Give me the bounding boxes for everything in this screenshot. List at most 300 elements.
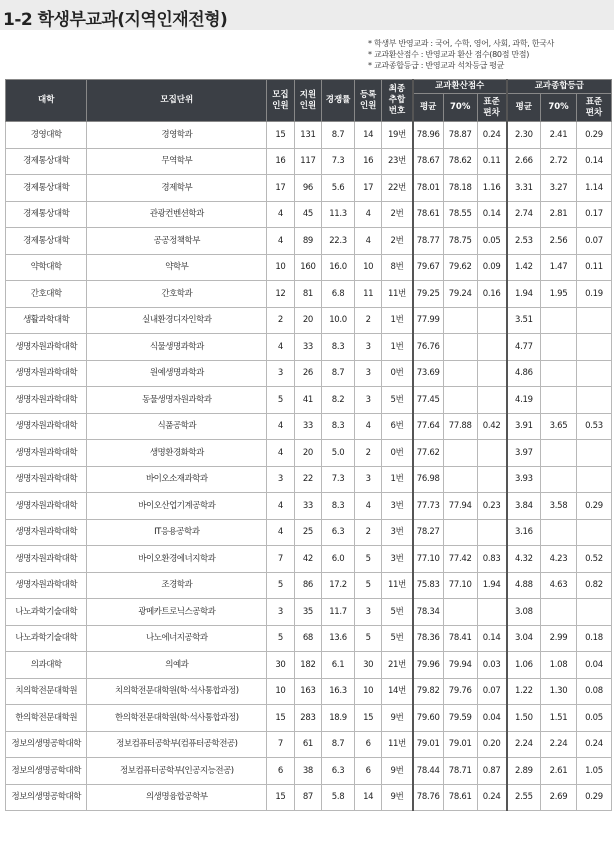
cell-apply: 61: [294, 731, 321, 758]
cell-enroll: 3: [354, 360, 381, 387]
cell-unit: 간호학과: [87, 281, 267, 308]
table-row: [6, 148, 612, 175]
cell-score-sd: [477, 599, 507, 626]
cell-grade-avg: 1.06: [507, 652, 541, 679]
cell-score-sd: 0.14: [477, 625, 507, 652]
cell-enroll: 11: [354, 281, 381, 308]
cell-grade-70: 1.95: [541, 281, 577, 308]
cell-score-sd: 0.05: [477, 228, 507, 255]
cell-ratio: 10.0: [322, 307, 355, 334]
cell-score-sd: 0.24: [477, 122, 507, 149]
cell-score-avg: 77.99: [413, 307, 444, 334]
cell-college: 나노과학기술대학: [6, 625, 87, 652]
header-college: 대학: [6, 80, 87, 122]
table-body: [6, 122, 612, 811]
cell-final: 6번: [382, 413, 413, 440]
cell-ratio: 22.3: [322, 228, 355, 255]
cell-enroll: 3: [354, 334, 381, 361]
cell-enroll: 17: [354, 175, 381, 202]
cell-enroll: 14: [354, 122, 381, 149]
cell-ratio: 6.8: [322, 281, 355, 308]
cell-score-sd: [477, 440, 507, 467]
cell-final: 5번: [382, 599, 413, 626]
cell-ratio: 5.6: [322, 175, 355, 202]
cell-grade-70: 1.51: [541, 705, 577, 732]
note-grade: * 교과종합등급 : 반영교과 석차등급 평균: [368, 61, 505, 70]
cell-grade-sd: 0.04: [576, 652, 611, 679]
cell-score-avg: 78.61: [413, 201, 444, 228]
cell-grade-avg: 3.16: [507, 519, 541, 546]
cell-grade-avg: 3.97: [507, 440, 541, 467]
header-grade-group: 교과종합등급: [507, 80, 612, 94]
cell-score-70: [443, 307, 477, 334]
cell-final: 5번: [382, 625, 413, 652]
cell-grade-avg: 2.74: [507, 201, 541, 228]
cell-score-avg: 77.64: [413, 413, 444, 440]
cell-score-avg: 78.77: [413, 228, 444, 255]
cell-final: 9번: [382, 784, 413, 811]
cell-score-sd: 0.87: [477, 758, 507, 785]
cell-grade-avg: 1.50: [507, 705, 541, 732]
cell-grade-70: 1.30: [541, 678, 577, 705]
cell-enroll: 2: [354, 307, 381, 334]
cell-recruit: 7: [267, 731, 294, 758]
cell-score-avg: 78.96: [413, 122, 444, 149]
cell-grade-70: [541, 440, 577, 467]
cell-score-70: [443, 334, 477, 361]
cell-college: 생활과학대학: [6, 307, 87, 334]
cell-grade-avg: 3.31: [507, 175, 541, 202]
cell-score-70: 78.75: [443, 228, 477, 255]
cell-recruit: 17: [267, 175, 294, 202]
table-row: [6, 175, 612, 202]
cell-score-avg: 79.60: [413, 705, 444, 732]
table-row: [6, 758, 612, 785]
cell-score-avg: 78.27: [413, 519, 444, 546]
cell-grade-70: [541, 307, 577, 334]
cell-ratio: 6.0: [322, 546, 355, 573]
cell-score-70: 78.61: [443, 784, 477, 811]
cell-apply: 131: [294, 122, 321, 149]
cell-score-avg: 77.73: [413, 493, 444, 520]
cell-unit: 경영학과: [87, 122, 267, 149]
cell-score-70: 78.41: [443, 625, 477, 652]
cell-college: 나노과학기술대학: [6, 599, 87, 626]
cell-score-avg: 78.36: [413, 625, 444, 652]
cell-grade-70: 4.63: [541, 572, 577, 599]
table-row: [6, 440, 612, 467]
cell-ratio: 8.7: [322, 731, 355, 758]
cell-college: 경제통상대학: [6, 201, 87, 228]
cell-grade-70: [541, 387, 577, 414]
cell-college: 경제통상대학: [6, 175, 87, 202]
cell-score-sd: 0.03: [477, 652, 507, 679]
cell-apply: 33: [294, 413, 321, 440]
cell-grade-sd: 0.08: [576, 678, 611, 705]
table-row: [6, 546, 612, 573]
table-row: [6, 731, 612, 758]
cell-apply: 45: [294, 201, 321, 228]
cell-college: 경영대학: [6, 122, 87, 149]
cell-score-70: [443, 440, 477, 467]
cell-apply: 86: [294, 572, 321, 599]
table-row: [6, 387, 612, 414]
cell-final: 3번: [382, 519, 413, 546]
cell-enroll: 10: [354, 678, 381, 705]
cell-score-70: [443, 360, 477, 387]
cell-apply: 41: [294, 387, 321, 414]
cell-score-sd: 0.14: [477, 201, 507, 228]
cell-enroll: 3: [354, 387, 381, 414]
cell-recruit: 4: [267, 493, 294, 520]
cell-college: 간호대학: [6, 281, 87, 308]
page-title: 1-2 학생부교과(지역인재전형): [0, 0, 614, 30]
cell-apply: 33: [294, 493, 321, 520]
cell-final: 3번: [382, 546, 413, 573]
cell-apply: 22: [294, 466, 321, 493]
cell-enroll: 6: [354, 731, 381, 758]
cell-score-70: [443, 466, 477, 493]
cell-score-sd: 0.83: [477, 546, 507, 573]
cell-grade-70: 2.81: [541, 201, 577, 228]
cell-college: 경제통상대학: [6, 148, 87, 175]
cell-grade-avg: 2.30: [507, 122, 541, 149]
cell-final: 9번: [382, 758, 413, 785]
header-final: 최종 추합 번호: [382, 80, 413, 122]
cell-grade-70: [541, 466, 577, 493]
cell-score-avg: 76.76: [413, 334, 444, 361]
cell-unit: 의생명융합공학부: [87, 784, 267, 811]
cell-recruit: 15: [267, 122, 294, 149]
cell-college: 경제통상대학: [6, 228, 87, 255]
cell-college: 생명자원과학대학: [6, 360, 87, 387]
cell-ratio: 8.2: [322, 387, 355, 414]
cell-score-avg: 77.62: [413, 440, 444, 467]
cell-ratio: 6.3: [322, 519, 355, 546]
cell-final: 3번: [382, 493, 413, 520]
cell-recruit: 6: [267, 758, 294, 785]
cell-score-avg: 79.67: [413, 254, 444, 281]
cell-score-sd: [477, 387, 507, 414]
cell-unit: 실내환경디자인학과: [87, 307, 267, 334]
header-apply: 지원 인원: [294, 80, 321, 122]
cell-college: 정보의생명공학대학: [6, 758, 87, 785]
cell-grade-avg: 2.89: [507, 758, 541, 785]
cell-score-70: 79.59: [443, 705, 477, 732]
cell-recruit: 3: [267, 466, 294, 493]
cell-apply: 68: [294, 625, 321, 652]
cell-score-sd: 1.94: [477, 572, 507, 599]
cell-score-70: 77.42: [443, 546, 477, 573]
cell-apply: 33: [294, 334, 321, 361]
cell-recruit: 12: [267, 281, 294, 308]
cell-ratio: 5.8: [322, 784, 355, 811]
header-grade-avg: 평균: [507, 94, 541, 122]
cell-grade-avg: 2.24: [507, 731, 541, 758]
cell-final: 19번: [382, 122, 413, 149]
cell-grade-70: 2.69: [541, 784, 577, 811]
cell-recruit: 4: [267, 334, 294, 361]
cell-grade-sd: 0.11: [576, 254, 611, 281]
cell-enroll: 4: [354, 413, 381, 440]
cell-recruit: 3: [267, 360, 294, 387]
cell-score-avg: 78.44: [413, 758, 444, 785]
cell-grade-sd: 0.29: [576, 493, 611, 520]
cell-grade-sd: 0.17: [576, 201, 611, 228]
cell-grade-avg: 3.93: [507, 466, 541, 493]
cell-ratio: 17.2: [322, 572, 355, 599]
cell-score-sd: 0.23: [477, 493, 507, 520]
cell-score-avg: 79.96: [413, 652, 444, 679]
cell-grade-avg: 3.04: [507, 625, 541, 652]
cell-apply: 96: [294, 175, 321, 202]
note-score: * 교과환산점수 : 반영교과 환산 점수(80점 만점): [368, 50, 530, 59]
cell-score-avg: 73.69: [413, 360, 444, 387]
cell-score-avg: 75.83: [413, 572, 444, 599]
cell-apply: 182: [294, 652, 321, 679]
cell-college: 생명자원과학대학: [6, 546, 87, 573]
cell-ratio: 6.1: [322, 652, 355, 679]
header-enroll: 등록 인원: [354, 80, 381, 122]
cell-unit: 공공정책학부: [87, 228, 267, 255]
cell-college: 의과대학: [6, 652, 87, 679]
cell-apply: 87: [294, 784, 321, 811]
cell-grade-70: [541, 360, 577, 387]
cell-grade-sd: 0.29: [576, 784, 611, 811]
cell-final: 22번: [382, 175, 413, 202]
table-row: [6, 784, 612, 811]
cell-grade-avg: 3.51: [507, 307, 541, 334]
cell-grade-avg: 1.94: [507, 281, 541, 308]
cell-score-70: 78.18: [443, 175, 477, 202]
cell-apply: 25: [294, 519, 321, 546]
cell-enroll: 3: [354, 599, 381, 626]
cell-unit: 바이오소재과학과: [87, 466, 267, 493]
cell-score-sd: [477, 334, 507, 361]
cell-recruit: 4: [267, 228, 294, 255]
cell-grade-avg: 3.08: [507, 599, 541, 626]
cell-grade-avg: 4.88: [507, 572, 541, 599]
cell-grade-sd: [576, 519, 611, 546]
cell-apply: 42: [294, 546, 321, 573]
cell-unit: 원예생명과학과: [87, 360, 267, 387]
cell-grade-avg: 2.55: [507, 784, 541, 811]
cell-unit: 무역학부: [87, 148, 267, 175]
cell-score-70: 79.24: [443, 281, 477, 308]
cell-score-avg: 78.34: [413, 599, 444, 626]
cell-ratio: 18.9: [322, 705, 355, 732]
cell-college: 생명자원과학대학: [6, 493, 87, 520]
cell-apply: 89: [294, 228, 321, 255]
cell-grade-avg: 3.84: [507, 493, 541, 520]
cell-score-sd: 0.16: [477, 281, 507, 308]
header-score-70: 70%: [443, 94, 477, 122]
cell-ratio: 7.3: [322, 466, 355, 493]
header-ratio: 경쟁률: [322, 80, 355, 122]
cell-recruit: 15: [267, 784, 294, 811]
cell-recruit: 3: [267, 599, 294, 626]
cell-enroll: 6: [354, 758, 381, 785]
cell-final: 8번: [382, 254, 413, 281]
cell-grade-sd: 1.14: [576, 175, 611, 202]
table-row: [6, 466, 612, 493]
cell-recruit: 4: [267, 201, 294, 228]
cell-grade-sd: 0.07: [576, 228, 611, 255]
cell-ratio: 6.3: [322, 758, 355, 785]
cell-grade-sd: [576, 334, 611, 361]
cell-grade-avg: 4.77: [507, 334, 541, 361]
cell-final: 2번: [382, 201, 413, 228]
table-row: [6, 493, 612, 520]
cell-college: 한의학전문대학원: [6, 705, 87, 732]
cell-final: 9번: [382, 705, 413, 732]
cell-college: 생명자원과학대학: [6, 572, 87, 599]
cell-unit: 나노에너지공학과: [87, 625, 267, 652]
cell-grade-70: 3.27: [541, 175, 577, 202]
cell-final: 21번: [382, 652, 413, 679]
cell-score-70: 79.01: [443, 731, 477, 758]
cell-score-sd: 0.07: [477, 678, 507, 705]
cell-grade-sd: [576, 307, 611, 334]
cell-college: 생명자원과학대학: [6, 334, 87, 361]
cell-recruit: 4: [267, 413, 294, 440]
table-row: [6, 307, 612, 334]
cell-apply: 81: [294, 281, 321, 308]
cell-college: 생명자원과학대학: [6, 413, 87, 440]
cell-enroll: 2: [354, 440, 381, 467]
cell-score-sd: 0.42: [477, 413, 507, 440]
cell-score-sd: [477, 466, 507, 493]
cell-grade-70: 4.23: [541, 546, 577, 573]
cell-unit: 바이오환경에너지학과: [87, 546, 267, 573]
cell-ratio: 8.3: [322, 413, 355, 440]
header-score-sd: 표준 편차: [477, 94, 507, 122]
cell-score-70: 77.94: [443, 493, 477, 520]
cell-score-avg: 79.01: [413, 731, 444, 758]
cell-score-70: 78.62: [443, 148, 477, 175]
cell-score-70: 79.62: [443, 254, 477, 281]
cell-grade-70: [541, 519, 577, 546]
cell-recruit: 5: [267, 387, 294, 414]
cell-grade-sd: 0.82: [576, 572, 611, 599]
cell-final: 1번: [382, 334, 413, 361]
cell-grade-sd: [576, 387, 611, 414]
table-row: [6, 413, 612, 440]
cell-enroll: 30: [354, 652, 381, 679]
cell-score-sd: 0.20: [477, 731, 507, 758]
table-row: [6, 281, 612, 308]
cell-score-sd: [477, 307, 507, 334]
cell-score-sd: 0.24: [477, 784, 507, 811]
cell-score-avg: 76.98: [413, 466, 444, 493]
cell-unit: 관광컨벤션학과: [87, 201, 267, 228]
header-grade-sd: 표준 편차: [576, 94, 611, 122]
cell-unit: 바이오산업기계공학과: [87, 493, 267, 520]
cell-ratio: 8.7: [322, 122, 355, 149]
cell-apply: 160: [294, 254, 321, 281]
cell-enroll: 5: [354, 625, 381, 652]
cell-score-70: 77.88: [443, 413, 477, 440]
cell-final: 2번: [382, 228, 413, 255]
cell-final: 11번: [382, 281, 413, 308]
cell-grade-70: 2.72: [541, 148, 577, 175]
cell-grade-70: 3.58: [541, 493, 577, 520]
cell-enroll: 2: [354, 519, 381, 546]
cell-score-70: [443, 519, 477, 546]
cell-score-70: 78.71: [443, 758, 477, 785]
cell-ratio: 11.3: [322, 201, 355, 228]
table-row: [6, 228, 612, 255]
cell-grade-sd: [576, 599, 611, 626]
cell-ratio: 8.3: [322, 334, 355, 361]
cell-enroll: 15: [354, 705, 381, 732]
cell-grade-70: 1.08: [541, 652, 577, 679]
table-row: [6, 519, 612, 546]
cell-grade-sd: 0.05: [576, 705, 611, 732]
cell-score-70: [443, 599, 477, 626]
cell-ratio: 8.7: [322, 360, 355, 387]
cell-enroll: 4: [354, 493, 381, 520]
cell-grade-sd: 0.53: [576, 413, 611, 440]
cell-college: 치의학전문대학원: [6, 678, 87, 705]
cell-grade-70: 2.99: [541, 625, 577, 652]
cell-recruit: 5: [267, 625, 294, 652]
cell-score-avg: 77.45: [413, 387, 444, 414]
cell-score-70: [443, 387, 477, 414]
cell-apply: 35: [294, 599, 321, 626]
cell-grade-sd: 0.14: [576, 148, 611, 175]
cell-enroll: 5: [354, 572, 381, 599]
cell-unit: 정보컴퓨터공학부(인공지능전공): [87, 758, 267, 785]
cell-grade-70: [541, 599, 577, 626]
table-row: [6, 254, 612, 281]
cell-final: 1번: [382, 466, 413, 493]
cell-apply: 38: [294, 758, 321, 785]
cell-college: 생명자원과학대학: [6, 440, 87, 467]
cell-unit: 광메카트로닉스공학과: [87, 599, 267, 626]
table-row: [6, 705, 612, 732]
cell-recruit: 4: [267, 440, 294, 467]
cell-recruit: 15: [267, 705, 294, 732]
cell-grade-avg: 4.19: [507, 387, 541, 414]
cell-grade-avg: 4.32: [507, 546, 541, 573]
cell-score-sd: 1.16: [477, 175, 507, 202]
cell-grade-avg: 4.86: [507, 360, 541, 387]
cell-final: 1번: [382, 307, 413, 334]
cell-college: 생명자원과학대학: [6, 519, 87, 546]
cell-score-avg: 79.82: [413, 678, 444, 705]
table-row: [6, 360, 612, 387]
cell-grade-sd: 0.52: [576, 546, 611, 573]
table-row: [6, 572, 612, 599]
cell-enroll: 10: [354, 254, 381, 281]
cell-grade-70: 2.24: [541, 731, 577, 758]
cell-enroll: 14: [354, 784, 381, 811]
cell-college: 생명자원과학대학: [6, 387, 87, 414]
table-row: [6, 599, 612, 626]
cell-unit: 경제학부: [87, 175, 267, 202]
cell-unit: 한의학전문대학원(학·석사통합과정): [87, 705, 267, 732]
cell-ratio: 5.0: [322, 440, 355, 467]
cell-unit: 치의학전문대학원(학·석사통합과정): [87, 678, 267, 705]
cell-grade-sd: 0.24: [576, 731, 611, 758]
table-row: [6, 625, 612, 652]
cell-apply: 283: [294, 705, 321, 732]
cell-unit: 식물생명과학과: [87, 334, 267, 361]
cell-score-sd: 0.09: [477, 254, 507, 281]
cell-recruit: 2: [267, 307, 294, 334]
cell-score-70: 78.87: [443, 122, 477, 149]
